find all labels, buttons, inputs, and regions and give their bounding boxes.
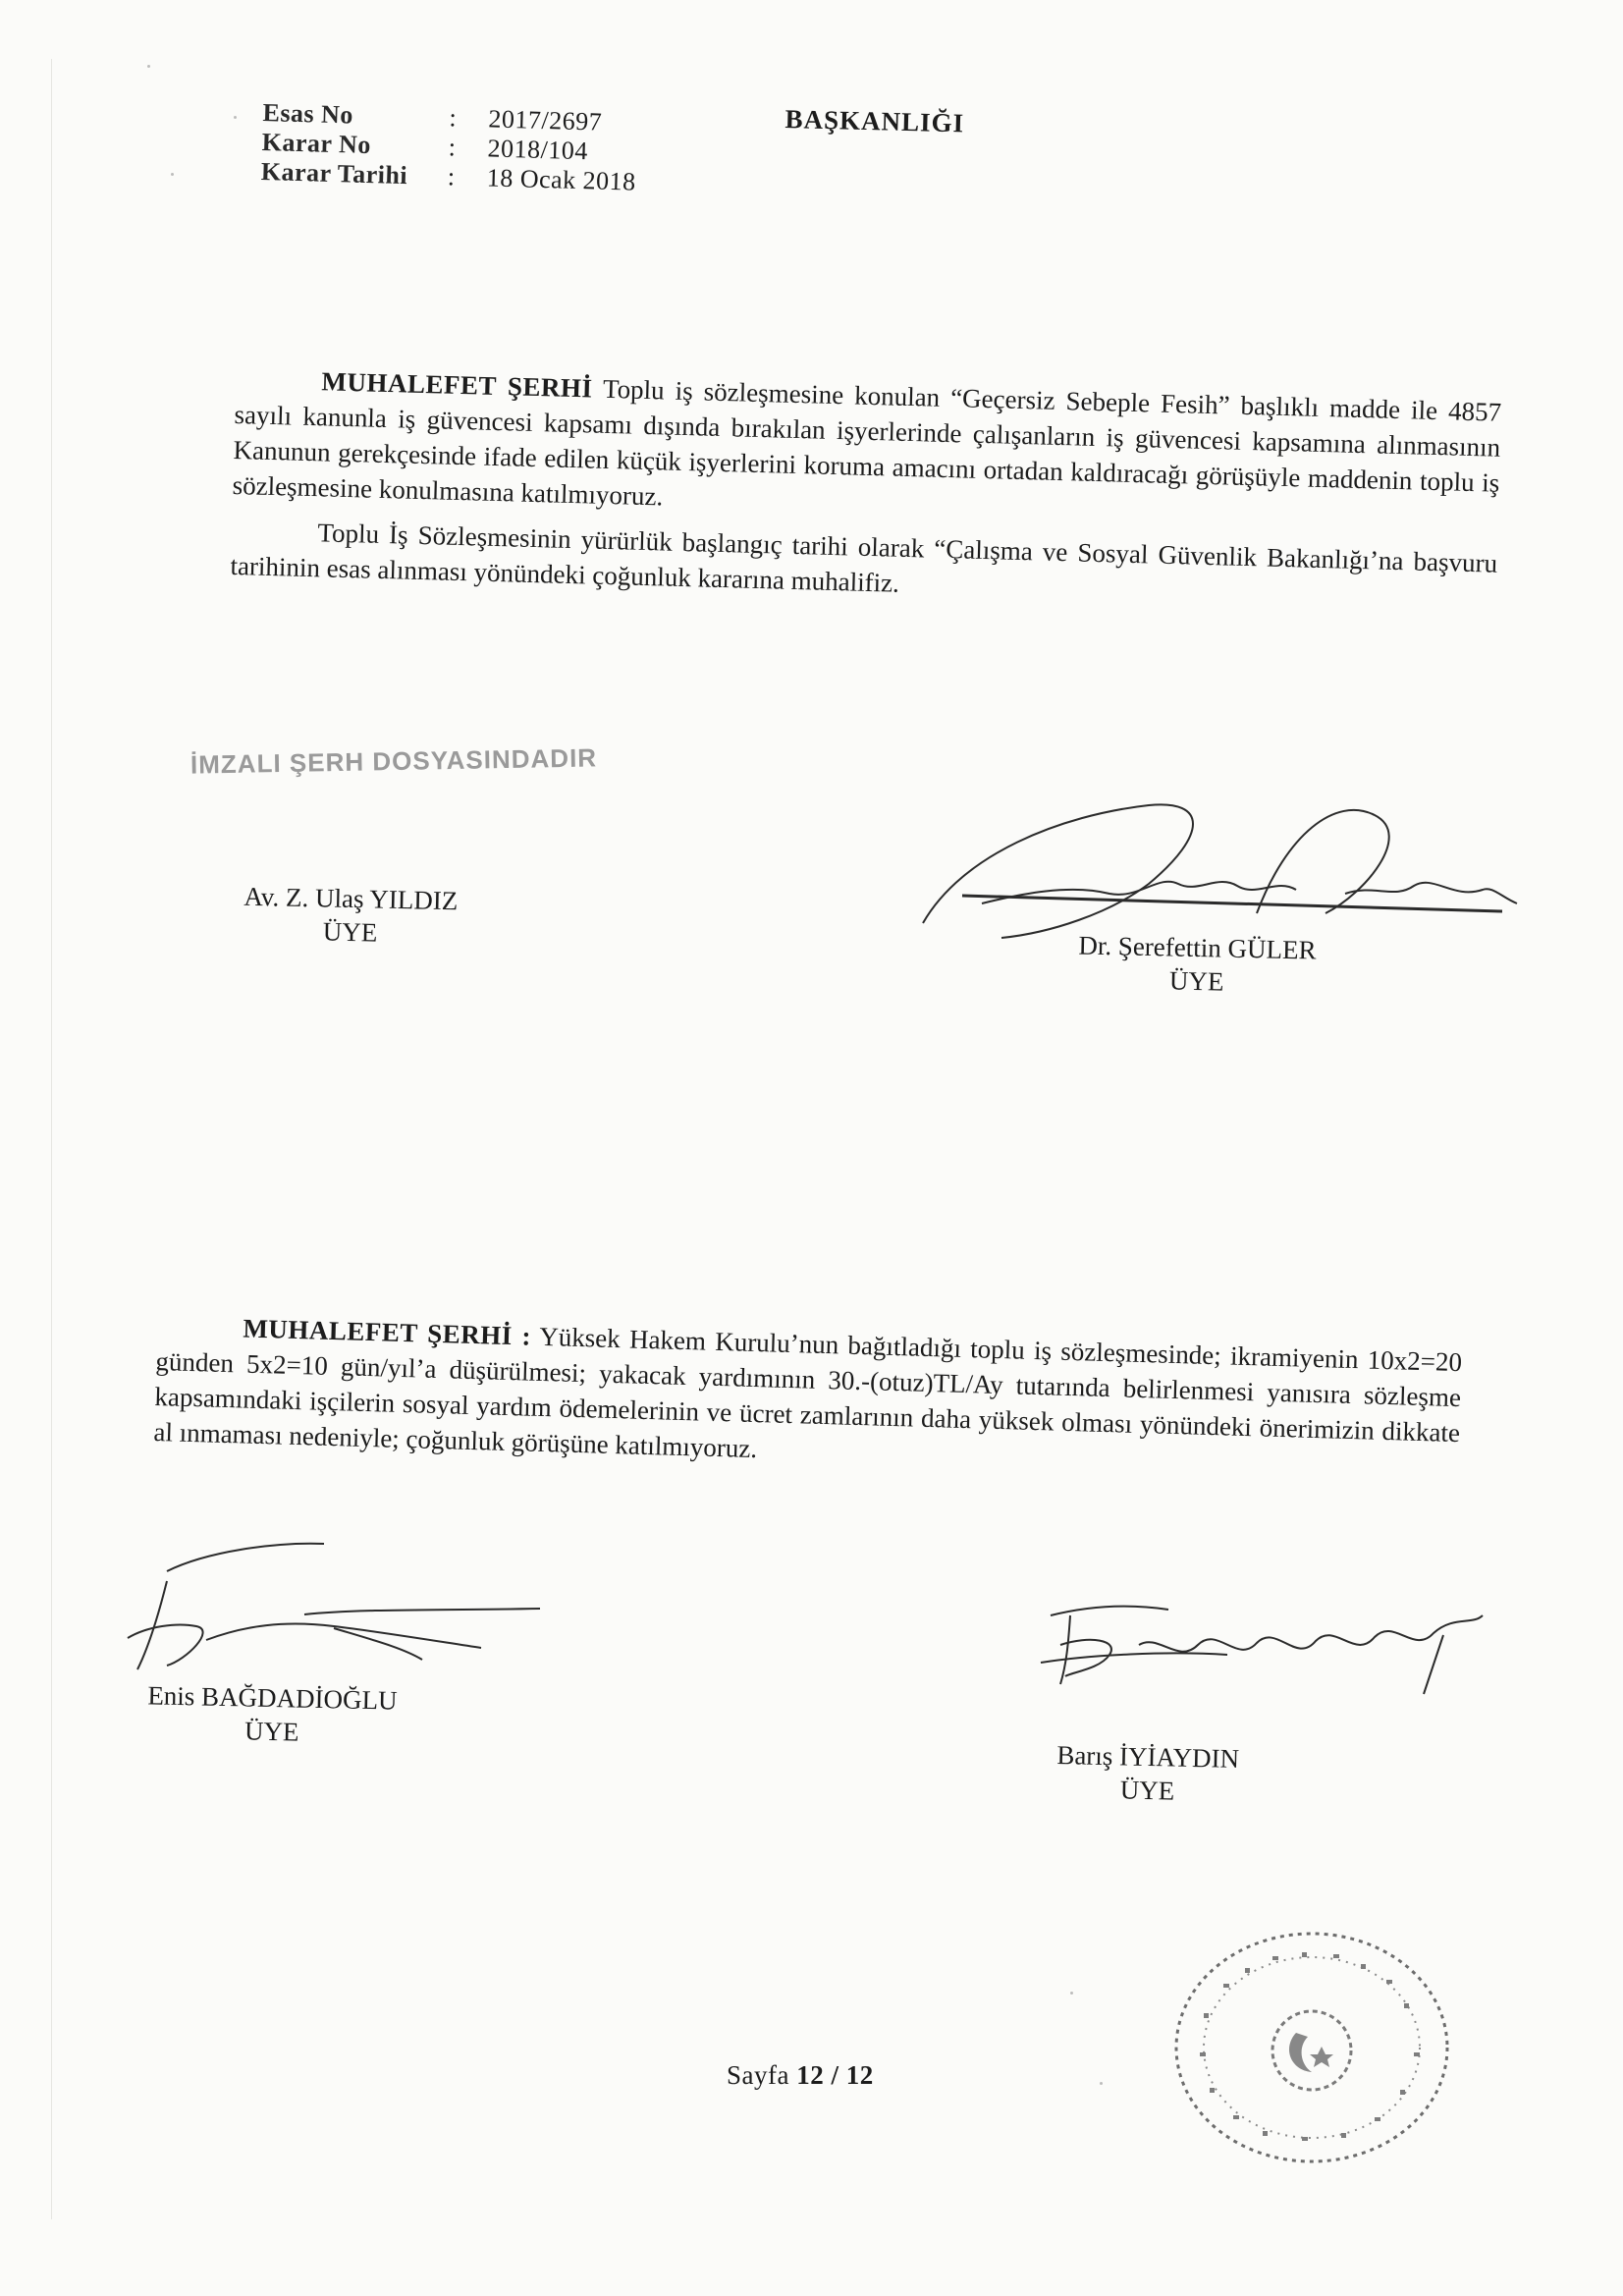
case-info [260,98,637,197]
page-number-value: 12 / 12 [796,2060,874,2090]
signature-title: ÜYE [243,1716,299,1747]
signature-name: Dr. Şerefettin GÜLER [1078,930,1317,965]
signed-dissent-stamp: İMZALI ŞERH DOSYASINDADIR [189,742,598,780]
signature-baris-iyiaydin [1055,1738,1239,1809]
dissent-2-text: Yüksek Hakem Kurulu’nun bağıtladığı toplu iş sözleşmesinde; ikramiyenin 10x2=20 günden 5x2=10 gün/yıl’a düşürülmesi; yakacak yardımının 30.-(otuz)TL/Ay tutarında belirlenmesi yanısıra sözleşme kapsamındaki işçilerin sosyal yardım ödemelerinin ve ücret zamlarının daha yüksek olması yönündeki önerimizin dikkate al ınmaması nedeniyle; çoğunluk görüşüne katılmıyoruz. [153,1321,1463,1464]
scan-speck [171,173,174,176]
dissent-2-paragraph [153,1308,1463,1486]
signature-enis-bagdadioglu [146,1678,398,1750]
top-heading: BAŞKANLIĞI [784,104,965,138]
page-number [727,2060,874,2091]
dissent-1 [230,361,1501,617]
scan-edge-line [51,59,52,2219]
signature-name: Av. Z. Ulaş YILDIZ [243,881,459,916]
dissent-2 [153,1308,1463,1486]
dissent-1-text-2: Toplu İş Sözleşmesinin yürürlük başlangıç tarihi olarak “Çalışma ve Sosyal Güvenlik Bakanlığı’na başvuru tarihinin esas alınması yönündeki çoğunluk kararına muhalifiz. [230,518,1498,598]
scan-speck [234,116,237,119]
handwritten-signature-iyiaydin [1031,1586,1492,1704]
scan-speck [147,65,150,68]
official-seal [1164,1925,1459,2170]
dissent-1-paragraph-1 [232,361,1501,536]
signature-name: Barış İYİAYDIN [1056,1740,1240,1774]
page-number-prefix: Sayfa [727,2060,789,2090]
signature-name: Enis BAĞDADİOĞLU [147,1680,398,1716]
signature-title: ÜYE [1168,965,1224,997]
scan-speck [1070,1992,1073,1995]
case-info-row: Karar No : 2018/104 [261,127,589,166]
signature-title: ÜYE [1119,1775,1175,1806]
case-info-row: Karar Tarihi : 18 Ocak 2018 [260,156,637,196]
handwritten-signature-guler [903,776,1571,953]
dissent-1-text-1: Toplu iş sözleşmesine konulan “Geçersiz Sebeple Fesih” başlıklı madde ile 4857 sayılı kanunla iş güvencesi kapsamı dışında bırakılan işyerlerinde çalışanların iş güvencesi kapsamına alınmasının Kanunun gerekçesinde ifade edilen küçük işyerlerini koruma amacını ortadan kaldıracağı görüşüyle maddenin toplu iş sözleşmesine konulmasına katılmıyoruz. [232,373,1502,512]
handwritten-signature-bagdadioglu [108,1532,550,1689]
signature-title: ÜYE [322,916,378,948]
dissent-1-title: MUHALEFET ŞERHİ [321,366,593,404]
dissent-2-title: MUHALEFET ŞERHİ : [243,1313,532,1351]
scan-speck [1100,2082,1103,2085]
signature-serefettin-guler [1077,928,1317,1000]
case-info-row: Esas No : 2017/2697 [262,98,603,137]
signature-ulas-yildiz [243,880,458,952]
